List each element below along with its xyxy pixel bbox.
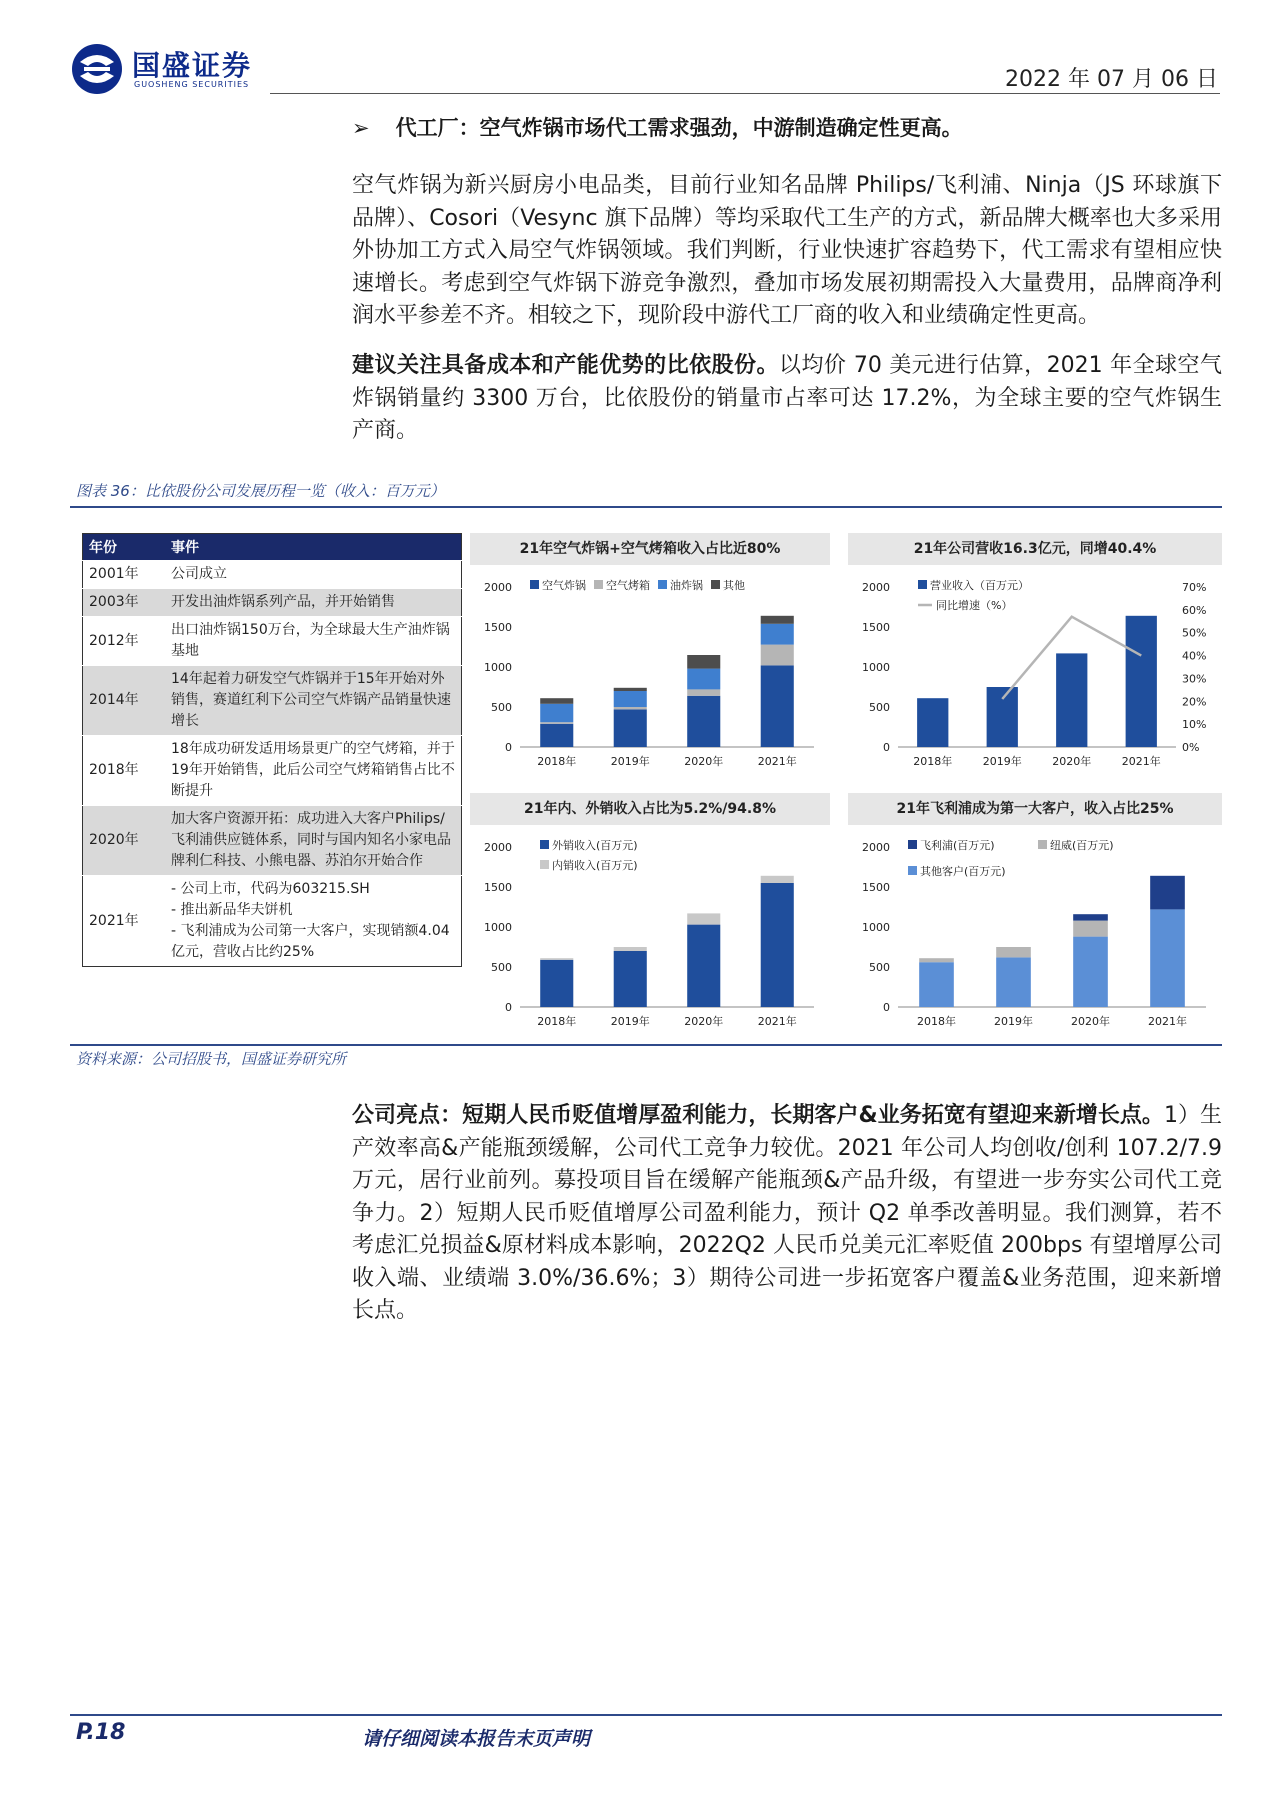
bar-segment [614,709,647,747]
y-tick-label: 1500 [862,621,890,634]
figure-bottom-rule [70,1044,1222,1046]
x-tick-label: 2019年 [982,755,1022,768]
chart-title: 21年内、外销收入占比为5.2%/94.8% [470,793,830,825]
table-row [83,806,462,876]
chart-domestic-export [470,793,830,1033]
timeline-table [82,533,462,967]
bar-segment [761,645,794,666]
y-tick-label: 0 [505,741,512,754]
legend-swatch [711,580,720,589]
timeline-header-year: 年份 [83,534,166,561]
chart-svg [470,567,830,773]
y-tick-label: 1000 [862,661,890,674]
timeline-year: 2021年 [83,876,166,967]
legend-swatch [1038,840,1047,849]
bar-segment [687,913,720,924]
legend-label: 同比增速（%） [936,599,1013,612]
footer-divider [70,1714,1222,1716]
figure-top-rule [70,506,1222,508]
y2-tick-label: 0% [1182,741,1200,754]
bar-segment [761,624,794,645]
brand-mark-icon [70,42,124,96]
legend-label: 其他客户(百万元) [920,865,1006,878]
brand-logo [70,36,270,96]
timeline-event: 18年成功研发适用场景更广的空气烤箱，并于19年开始销售，此后公司空气烤箱销售占比不断提升 [165,736,462,806]
bar-segment [996,947,1031,957]
x-tick-label: 2018年 [537,755,577,768]
y-tick-label: 0 [505,1001,512,1014]
timeline-year: 2020年 [83,806,166,876]
bar [987,687,1018,747]
x-tick-label: 2021年 [757,1015,797,1028]
x-tick-label: 2018年 [917,1015,956,1028]
bar-segment [614,688,647,691]
y2-tick-label: 70% [1182,581,1207,594]
bar-segment [1150,909,1185,1007]
y2-tick-label: 50% [1182,626,1207,640]
legend-swatch [908,866,917,875]
legend-label: 空气炸锅 [542,579,586,592]
legend-swatch [540,840,549,849]
report-date: 2022 年 07 月 06 日 [1005,67,1218,92]
y-tick-label: 500 [869,961,890,974]
legend-swatch [540,860,549,869]
x-tick-label: 2020年 [684,755,724,768]
y-tick-label: 500 [491,961,512,974]
chart-customers [848,793,1222,1033]
chart-title: 21年飞利浦成为第一大客户，收入占比25% [848,793,1222,825]
bar-segment [540,704,573,722]
table-row [83,561,462,589]
x-tick-label: 2019年 [610,755,650,768]
bar-segment [687,689,720,695]
y2-tick-label: 60% [1182,603,1207,617]
legend-label: 飞利浦(百万元) [920,839,995,852]
bar-segment [687,655,720,669]
paragraph-1: 空气炸锅为新兴厨房小电品类，目前行业知名品牌 Philips/飞利浦、Ninja（JS 环球旗下品牌）、Cosori（Vesync 旗下品牌）等均采取代工生产的方式，新品牌大概率也大多采用外协加工方式入局空气炸锅领域。我们判断，行业快速扩容趋势下，代工需求有望相应快速增长。考虑到空气炸锅下游竞争激烈，叠加市场发展初期需投入大量费用，品牌商净利润水平参差不齐。相较之下，现阶段中游代工厂商的收入和业绩确定性更高。 [352,173,1222,328]
bar [1126,616,1157,747]
figure-source: 资料来源：公司招股书，国盛证券研究所 [76,1050,347,1068]
y-tick-label: 500 [491,701,512,714]
x-tick-label: 2020年 [684,1015,724,1028]
bar-segment [687,669,720,690]
y2-tick-label: 30% [1182,672,1207,686]
bar-segment [1073,914,1108,920]
timeline-year: 2012年 [83,617,166,666]
legend-label: 纽威(百万元) [1050,839,1114,852]
y-tick-label: 1500 [484,881,512,894]
x-tick-label: 2021年 [757,755,797,768]
y-tick-label: 2000 [484,841,512,854]
timeline-year: 2018年 [83,736,166,806]
x-tick-label: 2019年 [610,1015,650,1028]
y-tick-label: 2000 [484,581,512,594]
timeline-header-event: 事件 [165,534,462,561]
bar-segment [540,958,573,960]
bar-segment [687,925,720,1007]
bar-segment [1073,937,1108,1007]
timeline-event: 出口油炸锅150万台，为全球最大生产油炸锅基地 [165,617,462,666]
y-tick-label: 0 [883,1001,890,1014]
bar-segment [919,958,954,962]
y-tick-label: 2000 [862,841,890,854]
legend-label: 营业收入（百万元） [930,579,1029,592]
page-number: P.18 [76,1720,126,1745]
y-tick-label: 1500 [862,881,890,894]
table-row [83,589,462,617]
legend-swatch [918,580,927,589]
legend-label: 其他 [723,579,745,592]
table-row [83,666,462,736]
x-tick-label: 2018年 [913,755,953,768]
timeline-year: 2014年 [83,666,166,736]
timeline-event: 14年起着力研发空气炸锅并于15年开始对外销售，赛道红利下公司空气炸锅产品销量快速增长 [165,666,462,736]
figure-title: 图表 36：比依股份公司发展历程一览（收入：百万元） [76,482,445,500]
legend-label: 油炸锅 [670,579,703,592]
legend-swatch [908,840,917,849]
table-row [83,617,462,666]
paragraph-2 [352,350,1222,448]
chart-total-revenue [848,533,1222,773]
y-tick-label: 2000 [862,581,890,594]
bar-segment [761,883,794,1007]
x-tick-label: 2019年 [994,1015,1033,1028]
timeline-event: 公司成立 [165,561,462,589]
bar-segment [614,707,647,709]
timeline-event: - 公司上市，代码为603215.SH - 推出新品华夫饼机 - 飞利浦成为公司第一大客户，实现销额4.04亿元，营收占比约25% [165,876,462,967]
legend-swatch [594,580,603,589]
timeline-year: 2001年 [83,561,166,589]
legend-label: 外销收入(百万元) [552,839,638,852]
timeline-event: 开发出油炸锅系列产品，并开始销售 [165,589,462,617]
bar-segment [540,722,573,724]
x-tick-label: 2021年 [1148,1015,1187,1028]
bar-segment [614,951,647,1007]
timeline-event: 加大客户资源开拓：成功进入大客户Philips/飞利浦供应链体系，同时与国内知名小家电品牌利仁科技、小熊电器、苏泊尔开始合作 [165,806,462,876]
legend-label: 内销收入(百万元) [552,859,638,872]
x-tick-label: 2020年 [1071,1015,1110,1028]
y-tick-label: 1000 [484,661,512,674]
paragraph-3 [352,1100,1222,1328]
bar-segment [687,696,720,747]
legend-swatch [658,580,667,589]
table-row [83,876,462,967]
bullet-arrow-icon: ➢ [352,116,370,140]
legend-label: 空气烤箱 [606,579,650,592]
y2-tick-label: 40% [1182,649,1207,663]
chart-svg [848,567,1222,773]
x-tick-label: 2021年 [1121,755,1161,768]
x-tick-label: 2020年 [1052,755,1092,768]
bar-segment [761,616,794,624]
bar-segment [540,698,573,704]
y-tick-label: 0 [883,741,890,754]
bar-segment [540,960,573,1007]
table-row [83,736,462,806]
header-divider [270,93,1220,94]
bar-segment [614,947,647,951]
legend-swatch [530,580,539,589]
brand-name-cn: 国盛证券 [132,49,253,82]
chart-title: 21年空气炸锅+空气烤箱收入占比近80% [470,533,830,565]
y-tick-label: 1000 [484,921,512,934]
bar-segment [919,962,954,1007]
bar [917,698,948,747]
paragraph-2-lead: 建议关注具备成本和产能优势的比依股份。 [352,353,779,378]
bar [1056,653,1087,747]
bar-segment [540,724,573,747]
bar-segment [1150,876,1185,910]
timeline-header-row [83,534,462,561]
y2-tick-label: 20% [1182,695,1207,709]
y-tick-label: 1000 [862,921,890,934]
bar-segment [761,876,794,883]
section-heading-text: 代工厂：空气炸锅市场代工需求强劲，中游制造确定性更高。 [395,116,963,140]
bar-segment [996,957,1031,1007]
footer-disclaimer: 请仔细阅读本报告末页声明 [362,1728,591,1750]
bar-segment [761,665,794,747]
y-tick-label: 1500 [484,621,512,634]
paragraph-3-body: 1）生产效率高&产能瓶颈缓解，公司代工竞争力较优。2021 年公司人均创收/创利 107.2/7.9 万元，居行业前列。募投项目旨在缓解产能瓶颈&产品升级，有望进一步夯实公司代工竞争力。2）短期人民币贬值增厚公司盈利能力，预计 Q2 单季改善明显。我们测算，若不考虑汇兑损益&原材料成本影响，2022Q2 人民币兑美元汇率贬值 200bps 有望增厚公司收入端、业绩端 3.0%/36.6%；3）期待公司进一步拓宽客户覆盖&业务范围，迎来新增长点。 [352,1103,1222,1323]
chart-category-revenue [470,533,830,773]
chart-svg [470,827,830,1033]
section-heading [352,112,963,142]
paragraph-3-lead: 公司亮点：短期人民币贬值增厚盈利能力，长期客户&业务拓宽有望迎来新增长点。 [352,1103,1164,1128]
timeline-year: 2003年 [83,589,166,617]
bar-segment [1073,921,1108,937]
bar-segment [614,691,647,707]
y-tick-label: 500 [869,701,890,714]
x-tick-label: 2018年 [537,1015,577,1028]
brand-name-en: GUOSHENG SECURITIES [134,80,250,89]
paragraph-2-body: 以均价 70 美元进行估算，2021 年全球空气炸锅销量约 3300 万台，比依股份的销量市占率可达 17.2%，为全球主要的空气炸锅生产商。 [352,353,1222,443]
chart-title: 21年公司营收16.3亿元，同增40.4% [848,533,1222,565]
chart-svg [848,827,1222,1033]
y2-tick-label: 10% [1182,718,1207,732]
